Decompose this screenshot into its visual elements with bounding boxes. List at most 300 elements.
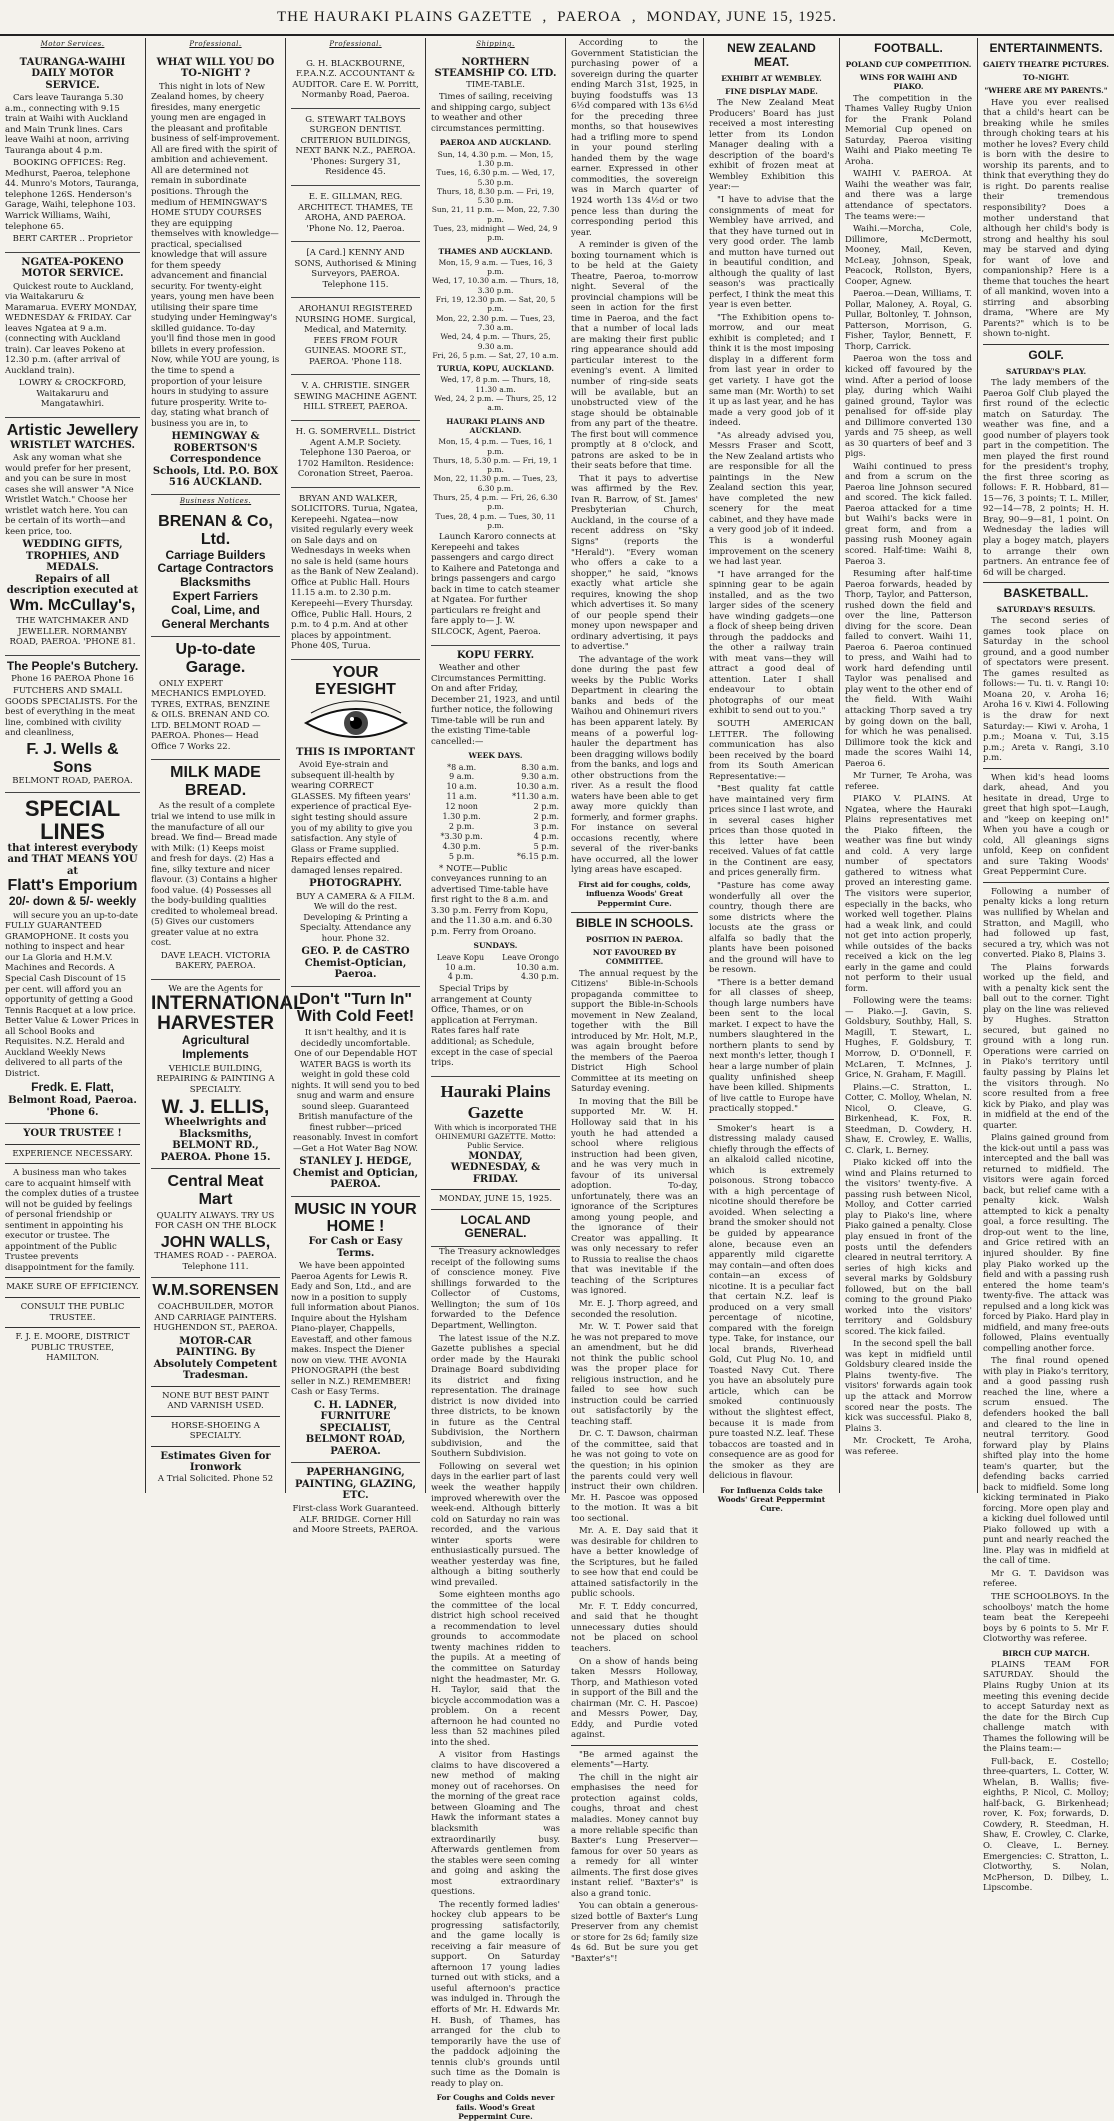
news-paragraph: "The Exhibition opens to-morrow, and our meat exhibit is completed; and I think it is the most imposing display in a different form from last year in order to get variety. I have got the same man (Mr. Worth) to set it up as last year, and he has made a very good job of it indeed. — [709, 312, 834, 429]
business-card — [291, 298, 420, 375]
business-card — [291, 186, 420, 242]
ad-address: BELMONT RD., PAEROA. Phone 15. — [160, 1140, 271, 1163]
article-title: GOLF. — [1028, 347, 1064, 362]
ferry-time: 1.30 p.m. — [442, 812, 481, 822]
ad-body: COACHBUILDER, MOTOR AND CARRIAGE PAINTERS. HUGHENDON ST., PAEROA. — [153, 1301, 278, 1334]
ad-title: BRENAN & Co, Ltd. — [158, 513, 273, 548]
film-title: "WHERE ARE MY PARENTS." — [984, 86, 1108, 96]
ad-title: MUSIC IN YOUR HOME ! — [294, 1200, 417, 1236]
ferry-timetable — [431, 953, 560, 983]
news-paragraph: The chill in the night air emphasises the need for protection against colds, coughs, throat and chest maladies. Money cannot buy a more reliable specific than Baxter's Lung Preserver—famous for over 50 years as a remedy for all winter ailments. The first dose gives instant relief. "Baxter's" is also a grand tonic. — [571, 1772, 698, 1899]
article-subtitle: FINE DISPLAY MADE. — [725, 86, 818, 96]
news-paragraph: WAIHI V. PAEROA. At Waihi the weather was fair, and there was a large attendance of spectators. The teams were:— — [845, 169, 972, 222]
ferry-time: 4 p.m. — [447, 972, 474, 982]
article-subtitle: POSITION IN PAEROA. — [586, 934, 683, 944]
ferry-time: 4.30 p.m. — [442, 841, 481, 851]
article-subtitle: TO-NIGHT. — [1022, 73, 1070, 83]
news-paragraph: Mr. W. T. Power said that he was not prepared to move an amendment, but he did not think the public school was the proper place for religious instruction, and he failed to see how such instruction could be carried out satisfactorily by the teaching staff. — [571, 1322, 698, 1427]
ad-body: QUALITY ALWAYS. TRY US FOR CASH ON THE BLOCK — [154, 1210, 277, 1232]
column-5 — [565, 38, 703, 1964]
card-text: H. G. SOMERVELL. District Agent A.M.P. Society. Telephone 130 Paeroa, or 1702 Hamilton. Residence: Coronation Street, Paeroa. — [295, 427, 416, 480]
ad-body: As the result of a complete trial we intend to use milk in the manufacture of all our bread. We find— Bread made with Milk: (1) Keeps moist and fresh for days. (2) Has a fine, silky texture and nicer flavour. (3) Contains a higher food value. (4) Possesses all the body-building qualities credited to wholemeal bread. (5) Gives our customers greater value at no extra cost. — [151, 801, 278, 949]
route-row: Sun, 21, 11 p.m. — Mon, 22, 7.30 p.m. — [431, 205, 560, 224]
ad-terms: 20/- down & 5/- weekly — [8, 894, 137, 908]
ferry-time: 2 p.m. — [533, 812, 559, 822]
ad-title: YOUR EYESIGHT — [315, 663, 396, 699]
ferry-time: 5 p.m. — [448, 851, 475, 861]
divider — [5, 1163, 140, 1164]
card-text: [A Card.] KENNY AND SONS, Authorised & Mining Surveyors, PAEROA. Telephone 115. — [294, 248, 417, 290]
ad-name: F. J. Wells & Sons — [26, 741, 119, 776]
news-paragraph: Following were the teams:— Piako.—J. Gavin, S. Goldsbury, Southby, Hall, S. Magill, T. Stewart, L. Hughes, F. Goldsbury, T. Morrow, D. O'Donnell, F. McLaren, T. McInnes, J. Grice, N. Graham, F. Magill. — [845, 996, 972, 1081]
nameplate-title: Hauraki Plains Gazette — [440, 1081, 551, 1122]
ferry-time: Leave Kopu — [436, 952, 485, 962]
section-label: Shipping. — [476, 40, 515, 48]
ad-line: MAKE SURE OF EFFICIENCY. — [6, 1282, 139, 1293]
column-2 — [145, 38, 305, 1493]
ferry-time: 10.30 a.m. — [516, 782, 559, 792]
issue-date-line: MONDAY, JUNE 15, 1925. — [438, 1194, 553, 1205]
route-row: Wed, 17, 8 p.m. — Thurs, 18, 11.30 a.m. — [440, 375, 551, 394]
ad-signature: C. H. LADNER, FURNITURE SPECIALIST, BELMONT ROAD, PAEROA. — [305, 1399, 406, 1457]
article-title: FOOTBALL. — [874, 41, 943, 55]
ad-title: PAPERHANGING, PAINTING, GLAZING, ETC. — [295, 1467, 416, 1502]
route-row: Mon, 22, 2.30 p.m. — Tues, 23, 7.30 a.m. — [436, 313, 555, 332]
eye-icon — [301, 703, 411, 743]
ferry-row — [431, 812, 560, 822]
news-paragraph: SOUTH AMERICAN LETTER. The following communication has also been received by the board from its South American Representative:— — [709, 719, 834, 782]
ad-line: Repairs of all description executed at — [6, 573, 139, 597]
ad-pre: We are the Agents for — [168, 983, 263, 994]
news-paragraph: The final round opened with play in Piako's territory, and a good passing rush reached the line, where a scrum ensued. The defenders hooked the ball and cleared to the line in neutral territory. Good forward play by Plains shifted play into the home team's quarter, but the defending backs carried back to midfield. Some long kicking terminated in Piako forcing. More open play and a kicking duel followed until Piako followed up with a punt and nearly reached the line. Play was in midfield at the call of time. — [983, 1356, 1109, 1567]
ad-subtitle: that interest everybody and THAT MEANS YOU at — [7, 842, 138, 877]
news-paragraph: In moving that the Bill be supported Mr. W. H. Holloway said that in his youth he had attended a school where religious instruction had been given, and he was very much in favour of its universal adoption. To-day, unfortunately, there was an ignorance of the Scriptures among young people, and the ignorance of their Creator was appalling. It was only necessary to refer to Russia to realise the chaos that was inevitable if the teaching of the Scriptures was ignored. — [571, 1096, 698, 1297]
ferry-time: 11 a.m. — [446, 792, 477, 802]
news-paragraph: "I have arranged for the spinning gear to be again installed, and as the two larger sides of the scenery have winding gadgets—one a flock of sheep being driven through the paddocks and the other a railway train with meat vans—they will attract a good deal of attention. Later I shall endeavour to obtain photographs of our meat exhibit to send out to you." — [709, 569, 834, 717]
ad-title: WHAT WILL YOU DO TO-NIGHT ? — [156, 56, 275, 80]
news-paragraph: Waihi.—Morcha, Cole, Dillimore, McDermott, Mooney, Mail, Keven, McLeay, Johnson, Speak, Peacock, Rollston, Byers, Cooper, Agnew. — [845, 224, 972, 287]
news-paragraph: The advantage of the work done during the past few weeks by the Public Works Department in clearing the banks and beds of the Waihou and Ohinemuri rivers has been apparent lately. By means of a powerful log-hauler the department has been dragging willows bodily from the banks, and logs and other obstructions from the river. As a result the flood waters have been able to get away more quickly than formerly, and former graphs. For instance on several occasions recently, where several of the river-banks have occurred, all the lower lying areas have escaped. — [571, 654, 698, 876]
ad-line: A Trial Solicited. Phone 52 — [157, 1473, 274, 1484]
ad-subtitle: EXPERIENCE NECESSARY. — [12, 1148, 133, 1159]
divider — [571, 912, 698, 913]
business-card — [291, 109, 420, 186]
ad-body: It isn't healthy, and it is decidedly uncomfortable. One of our Dependable HOT WATER BAGS is worth its weight in gold these cold nights. It will send you to bed snug and warm and ensure sound sleep. Guaranteed British manufacture of the finest rubber—priced reasonably. Invest in comfort—Get a Hot Water Bag NOW. — [291, 1028, 420, 1154]
article-title: ENTERTAINMENTS. — [989, 41, 1103, 55]
ad-title: Central Meat Mart — [167, 1173, 264, 1209]
section-label: Motor Services. — [40, 40, 105, 48]
entertainment-article — [983, 86, 1109, 1893]
ad-subtitle: Agricultural Implements — [181, 1033, 250, 1062]
business-card — [291, 375, 420, 421]
ship-note: Launch Karoro connects at Kerepeehi and takes passengers and cargo direct to Kaihere and Patetonga and brings passengers and cargo back in time to catch steamer at Ngatea. For further particulars re freight and fare apply to— J. W. SILCOCK, Agent, Paeroa. — [431, 532, 560, 637]
ferry-time: 4.30 p.m. — [520, 972, 559, 982]
route-row: Wed, 17, 10.30 a.m. — Thurs, 18, 3.30 p.m. — [432, 276, 559, 295]
ferry-time: 3 p.m. — [533, 822, 559, 831]
column-6 — [703, 38, 839, 1514]
ad-body: A business man who takes care to acquaint himself with the complex duties of a trustee will not be guided by feelings of personal friendship or sentiment in appointing his executor or trustee. The appointment of the Public Trustee prevents disappointment for the family. — [5, 1168, 139, 1273]
ferry-row — [431, 852, 560, 862]
section-label: Professional. — [329, 40, 382, 48]
news-paragraph: The New Zealand Meat Producers' Board has just received a most interesting letter from its London Manager dealing with a description of the board's exhibit of frozen meat at Wembley Exhibition this year:— — [709, 98, 834, 193]
ad-body: BUY A CAMERA & A FILM. We will do the rest. Developing & Printing a Specialty. Attendance any hour. Phone 32. — [296, 891, 415, 944]
ad-proprietor: LOWRY & CROCKFORD, Waitakaruru and Mangatawhiri. — [18, 378, 127, 410]
ad-line: Blacksmiths — [180, 575, 251, 590]
paperhanging-ad — [291, 1463, 420, 1542]
local-news — [431, 1247, 560, 2121]
ferry-time: 2 p.m. — [448, 822, 475, 831]
ad-address: Belmont Road, Paeroa. 'Phone 6. — [8, 1095, 137, 1118]
card-text: AROHANUI REGISTERED NURSING HOME. Surgical, Medical, and Maternity. FEES FROM FOUR GUINEAS. MOORE ST., PAEROA. 'Phone 118. — [295, 304, 416, 367]
news-paragraph: According to the Government Statistician the purchasing power of a sovereign during the quarter ending March 31st, 1925, in buying foodstuffs was 13 6½d compared with 13s 6½d for the preceding three months, so that housewives had a trifling more to spend in your pound sterling handed them by the wage earner. Expressed in other commodities, the sovereign was in March quarter of 1924 worth 13s 4½d or two pence less than during the corresponding period this year. — [571, 38, 698, 238]
ferry-time: 4 p.m. — [533, 831, 559, 841]
divider — [431, 1209, 560, 1210]
jewellery-ad — [5, 418, 140, 656]
ferry-time: 5 p.m. — [533, 841, 559, 851]
ad-name: Flatt's Emporium — [7, 877, 138, 895]
ad-body: This night in lots of New Zealand homes, by cheery firesides, many energetic young men are engaged in the pleasant and profitable business of self-improvement. All are fired with the spirit of ambition and achievement. All are determined not remain in subordinate positions. Through the medium of HEMINGWAY'S HOME STUDY COURSES they are equipping themselves with knowledge—practical, specialised knowledge that will assure for them speedy advancement and financial security. For twenty-eight years, young men have been utilising their spare time studying under Hemingway's skilled guidance. To-day you'll find those men in good billets in every profession. Now, while YOU are young, is the time to spend a proportion of your leisure hours in studying to assure future prosperity. Write to-day, stating what branch of business you are in, to — [151, 81, 280, 429]
news-paragraph: Some eighteen months ago the committee of the local district high school received a recommendation to level grounds to accommodate twenty machines ridden to the pupils. At a meeting of the committee on Saturday night the headmaster, Mr. G. H. Taylor, said that the bicycle accommodation was a problem. On a recent afternoon he had counted no less than 52 machines piled into the shed. — [431, 1590, 560, 1748]
article-subtitle: SATURDAY'S PLAY. — [1005, 366, 1087, 376]
route-row: Tues, 28, 4 p.m. — Tues, 30, 11 p.m. — [435, 511, 556, 530]
ad-line: CONSULT THE PUBLIC TRUSTEE. — [20, 1301, 125, 1323]
publication-days: MONDAY, WEDNESDAY, & FRIDAY. — [450, 1150, 541, 1185]
news-paragraph: PIAKO V. PLAINS. At Ngatea, where the Hauraki Plains representatives met the Piako fifteen, the weather was fine but windy and cold. A very large number of spectators gathered to witness what proved an interesting game. The visitors were superior, especially in the backs, who worked well together. Plains had a weak link, and could not get into action properly, while outsides of the backs received a kick on the leg early in the game and could not perform to their usual form. — [845, 794, 972, 994]
ferry-timetable — [431, 763, 560, 862]
divider — [983, 768, 1109, 769]
ad-body: Quickest route to Auckland, via Waitakaruru & Maramarua. EVERY MONDAY, WEDNESDAY & FRIDAY. Car leaves Ngatea at 9 a.m. (connecting with Auckland train). Car leaves Pokeno at 12.30 p.m. (after arrival of Auckland train). — [5, 281, 137, 376]
news-paragraph: Mr G. T. Davidson was referee. — [983, 1568, 1109, 1590]
ferry-row — [431, 763, 560, 773]
news-paragraph: Have you ever realised that a child's heart can be breaking while he smiles through choking tears at his mother he loves? Every child is born with the desire to worship its parents, and to think that everything they do is right. Do parents realise their tremendous responsibility? Does a mother understand that although her child's body is strong and healthy his soul may be starved and dying for want of love and companionship? Here is a theme that touches the heart of all mankind, woven into a stirring and absorbing drama, "Where are My Parents?" which is to be shown to-night. — [983, 97, 1109, 340]
news-paragraph: In the second spell the ball was kept in midfield until Goldsbury cleared inside the Plains twenty-five. The visitors' forwards again took up the attack and Morrow scored near the posts. The kick was successful. Piako 8, Plains 3. — [845, 1339, 972, 1434]
ferry-time: 12 noon — [445, 802, 478, 812]
news-paragraph: "There is a better demand for all classes of sheep, though large numbers have been sent to the local market. I expect to have the numbers slaughtered in the northern plants to send by next month's letter, though I hear a large number of plain quality unfinished sheep have been killed. Shipments of live cattle to Europe have practically stopped." — [709, 977, 834, 1115]
meat-article — [709, 98, 834, 1513]
route-title: HAURAKI PLAINS AND AUCKLAND. — [446, 416, 545, 435]
separator: , — [631, 8, 637, 25]
ad-proprietor: Fredk. E. Flatt, — [31, 1080, 114, 1095]
news-paragraph: "Pasture has come away wonderfully all over the country, though there are some districts where the locusts ate the grass or alfalfa so badly that the plants have been poisoned and the ground will have to be resown. — [709, 880, 834, 976]
ad-signature: F. J. E. MOORE, DISTRICT PUBLIC TRUSTEE, HAMILTON. — [15, 1332, 130, 1364]
news-paragraph: Paeroa won the toss and kicked off favoured by the wind. After a period of loose play, during which Waihi gained ground, Taylor was penalised for off-side play and Dillimore converted 130 yards and 75 sheep, as well as 30 quarters of beef and 3 pigs. — [845, 354, 972, 460]
route-title: TURUA, KOPU, AUCKLAND. — [437, 364, 554, 374]
news-paragraph: "Best quality fat cattle have maintained very firm prices since I last wrote, and in several cases higher prices than those quoted in this letter have been received. Values of fat cattle in the Continent are easy, and prices generally firm. — [709, 784, 834, 879]
column-4 — [425, 38, 565, 2121]
news-paragraph: The second series of games took place on Saturday in the school ground, and a good number of spectators were present. The games resulted as follows:— Tu. ti. v. Rangi 10: Moana 20, v. Aroha 16; Aroha 16 v. Kiwi 4. Following is the draw for next Saturday:— Kiwi v. Aroha, 1 p.m.; Moana v. Tui, 3.15 p.m.; Areta v. Rangi, 3.10 p.m. — [983, 616, 1109, 764]
hot-water-bag-ad — [291, 987, 420, 1197]
ferry-note: * NOTE—Public conveyances running to an advertised Time-table have first right to the 8 a.m. and 3.30 p.m. Ferry from Kopu, and the 11.30 a.m. and 6.30 p.m. Ferry from Oroano. — [431, 863, 553, 937]
news-paragraph: You can obtain a generous-sized bottle of Baxter's Lung Preserver from any chemist or store for 2s 6d; family size 4s 6d. But be sure you get "Baxter's"! — [571, 1901, 698, 1964]
ship-company: NORTHERN STEAMSHIP CO. LTD. — [434, 56, 557, 80]
ad-title: Up-to-date Garage. — [175, 641, 256, 676]
music-ad — [291, 1197, 420, 1464]
ferry-row — [431, 782, 560, 792]
ad-name: Wm. McCullay's, — [9, 596, 136, 614]
ad-body: We have been appointed Paeroa Agents for Lewis R. Eady and Son, Ltd., and are now in a position to supply full information about Pianos. Inquire about the Hylsham Piano-player, Chappells, Eavestaff, and other famous makes. Inspect the Diener now on view. THE AVONIA PHONOGRAPH (the best seller in N.Z.) REMEMBER! Cash or Easy Terms. — [291, 1261, 420, 1398]
route-row: Mon, 15, 4 p.m. — Tues, 16, 1 p.m. — [438, 437, 553, 456]
news-paragraph: On a show of hands being taken Messrs Holloway, Thorp, and Mathieson voted in support of the Bill and the chairman (Mr. C. H. Pascoe) and Messrs Power, Day, Eddy, and Purdie voted against. — [571, 1656, 698, 1741]
route-row: Thurs, 18, 8.30 p.m. — Fri, 19, 5.30 p.m. — [436, 186, 555, 206]
column-7 — [839, 38, 977, 1493]
ad-body: will secure you an up-to-date FULLY GUARANTEED GRAMOPHONE. It costs you nothing to inspect and hear our La Gloria and H.M.V. Machines and Records. A Special Cash Discount of 15 per cent. will afford you an opportunity of getting a Good Tennis Racquet at a low price. Better Value & Lower Prices in all School Books and Requisites. N.Z. Herald and Auckland Weekly News delivered to all parts of the District. — [5, 910, 139, 1079]
ad-subtitle: MOTOR-CAR PAINTING. By Absolutely Competent Tradesman. — [153, 1335, 278, 1382]
ferry-row — [431, 792, 560, 802]
meat-mart-ad — [151, 1169, 280, 1278]
ferry-time: *8 a.m. — [447, 762, 477, 772]
ferry-time: *11.30 a.m. — [512, 792, 559, 802]
bread-ad — [151, 760, 280, 980]
divider — [151, 1446, 280, 1447]
filler-ad: When kid's head looms dark, ahead, And you hesitate in dread, Urge to greet that high spot—Laugh, and "keep on keeping on!" When you have a cough or cold, All gleanings signs unfold, Keep on confident and sure Taking Woods' Great Peppermint Cure. — [983, 772, 1109, 878]
news-paragraph: Piako kicked off into the wind and Plains returned to the visitors' twenty-five. A passing rush between Nicol, Molloy, and Cotter carried play to Piako's line, where Piako gained a penalty. Close play ensued in front of the posts until the defenders cleared in neutral territory. A series of high kicks and several marks by Goldsbury followed, but on the ball coming to the ground Piako worked into the visitors' territory and Goldsbury scored. The kick failed. — [845, 1158, 972, 1337]
ad-body: VEHICLE BUILDING, REPAIRING & PAINTING A SPECIALTY. — [156, 1063, 275, 1095]
ad-subtitle: For Cash or Easy Terms. — [308, 1236, 403, 1259]
ferry-row — [431, 802, 560, 812]
home-study-ad — [151, 53, 280, 495]
ad-line: Estimates Given for Ironwork — [160, 1450, 271, 1474]
issue-date: MONDAY, JUNE 15, 1925. — [646, 8, 838, 25]
news-paragraph: A visitor from Hastings claims to have discovered a new method of making money out of racehorses. On the morning of the great race between Gloaming and The Hawk the informant states a blacksmith was extraordinarily busy. Afterwards gentlemen from the stables were seen coming and going and asking the most extraordinary questions. — [431, 1750, 560, 1898]
ad-line: Expert Farriers — [172, 588, 259, 603]
ad-line: PHOTOGRAPHY. — [309, 878, 402, 890]
route-row: Tues, 16, 6.30 p.m. — Wed, 17, 5.30 p.m. — [436, 168, 555, 187]
news-paragraph: PLAINS TEAM FOR SATURDAY. Should the Plains Rugby Union at its meeting this evening decide to accept Saturday next as the date for the Birch Cup challenge match with Thames the following will be the Plains team:— — [983, 1659, 1109, 1755]
column-3 — [285, 38, 425, 1536]
route-row: Fri, 26, 5 p.m. — Sat, 27, 10 a.m. — [432, 350, 559, 360]
ad-body: ONLY EXPERT MECHANICS EMPLOYED. TYRES, EXTRAS, BENZINE & OILS. BRENAN AND CO. LTD. BELMONT ROAD — PAEROA. Phones— Head Office 7 Works 22. — [151, 678, 270, 752]
ferry-row — [431, 822, 560, 832]
ad-line: HORSE-SHOEING A SPECIALTY. — [171, 1420, 260, 1442]
news-paragraph: "As already advised you, Messrs Fraser and Scott, the New Zealand artists who are responsible for all the paintings in the New Zealand section this year, have completed the new scenery for the meat cabinet, and they have made a very good job of it indeed. This is a wonderful improvement on the scenery we had last year. — [709, 430, 834, 568]
news-paragraph: The competition in the Thames Valley Rugby Union for the Frank Poland Memorial Cup opened on Saturday, Paeroa visiting Waihi and Piako meeting Te Aroha. — [845, 93, 972, 167]
divider — [151, 1386, 280, 1387]
ad-address: THAMES ROAD - - PAEROA. Telephone 111. — [154, 1251, 277, 1272]
news-paragraph: That it pays to advertise was affirmed by the Rev. Ivan R. Barrow, of St. James' Presbyterian Church, Auckland, in the course of a recent address on "Sky Signs" (reports the "Herald"). "Every woman who offers a cake to a shopper," he said, "knows exactly what article she requires, knowing the shop which advertises it. So many of our people spend their money upon newspaper and ordinary advertising, it pays to advertise." — [571, 473, 698, 653]
ferry-note: Special Trips by arrangement at County Office, Thames, or on application at Ferryman. Rates fares half rate additional; as Schedule, except in the case of special trips. — [431, 984, 553, 1069]
news-paragraph: The latest issue of the N.Z. Gazette publishes a special order made by the Hauraki Drainage Board subdividing its district and fixing representation. The drainage district is now divided into three districts, to be known in future as the Central Subdivision, the Northern subdivision, and the Southern Subdivision. — [431, 1333, 560, 1460]
ad-signature: GEO. P. de CASTRO Chemist-Optician, Paeroa. — [301, 946, 410, 981]
article-subtitle: EXHIBIT AT WEMBLEY. — [721, 73, 822, 83]
divider — [5, 1277, 140, 1278]
route-title: THAMES AND AUCKLAND. — [438, 246, 553, 256]
article-subtitle: GAIETY THEATRE PICTURES. — [983, 59, 1109, 69]
article-subtitle: WINS FOR WAIHI AND PIAKO. — [859, 73, 958, 92]
card-text: V. A. CHRISTIE. SINGER SEWING MACHINE AGENT. HILL STREET, PAEROA. — [293, 381, 418, 413]
news-paragraph: Full-back, E. Costello; three-quarters, L. Cotter, W. Whelan, B. Wallis; five-eighths, P. Nicol, C. Molloy; half-back, G. Birkenhead; rover, K. Fox; forwards, D. Cowdery, R. Steedman, H. Shaw, E. Crowley, C. Clarke, O. Cleave, L. Berney. Emergencies: C. Stratton, L. Clotworthy, S. Nolan, McPherson, D. Dilbey, L. Lipscombe. — [983, 1756, 1109, 1894]
route-row: Tues, 23, midnight — Wed, 24, 9 p.m. — [433, 224, 558, 243]
ad-title: W.M.SORENSEN — [152, 1282, 279, 1300]
ad-title: NGATEA-POKENO MOTOR SERVICE. — [21, 256, 124, 280]
ferry-title: KOPU FERRY. — [456, 649, 535, 661]
article-subtitle: SATURDAY'S RESULTS. — [996, 604, 1096, 614]
divider — [5, 1297, 140, 1298]
shipping-timetable — [431, 53, 560, 646]
divider — [5, 1327, 140, 1328]
article-subtitle: POLAND CUP COMPETITION. — [845, 59, 972, 69]
ferry-time: 2 p.m. — [533, 802, 559, 812]
article-title: BASKETBALL. — [1003, 586, 1089, 601]
trustee-ad — [5, 1124, 140, 1369]
butchery-ad — [5, 656, 140, 793]
news-paragraph: Mr. Crockett, Te Aroha, was referee. — [845, 1436, 972, 1457]
section-label: Business Notices. — [179, 496, 252, 505]
business-card — [291, 53, 420, 109]
card-text: G. STEWART TALBOYS SURGEON DENTIST. CRITERION BUILDINGS, NEXT BANK N.Z., PAEROA. 'Phones: Surgery 31, Residence 45. — [295, 114, 416, 178]
news-paragraph: The Plains forwards worked up the field, and with a penalty kick sent the ball out to the corner. Tight play on the line was relieved by Hughes. Stratton secured, but gained no ground with a long run. Operations were carried on in Piako's territory until faulty passing by Plains let the visitors through. No score resulted from a free kick by Piako, and play was in midfield at the end of the quarter. — [983, 962, 1109, 1131]
news-continued — [571, 38, 698, 1964]
ferry-time: 10.30 a.m. — [516, 962, 559, 972]
divider — [709, 1119, 834, 1120]
news-paragraph: The lady members of the Paeroa Golf Club played the first round of the eclectic match on Saturday. The weather was fine, and a good number of players took part in the competition. The men played the first round for the president's trophy, the first three scoring as follows: F. R. Hobbard, 81—15—76, 3 points; T. L. Miller, 92—14—78, 2 points; H. H. Bray, 90—9—81, 1 point. On Wednesday the ladies will play a bogey match, players to arrange their own partners. An entrance fee of 6d will be charged. — [983, 378, 1109, 578]
motor-service-ad — [5, 253, 140, 418]
news-paragraph: Paeroa.—Dean, Williams, T. Pollar, Maloney, A. Royal, G. Pullar, Boltonley, T. Johnson, Patterson, Morrison, G. Fisher, Taylor, Bennett, F. Thorp, Carrick. — [845, 289, 972, 352]
news-paragraph: "I have to advise that the consignments of meat for Wembley have arrived, and that they have turned out in very good order. The lamb and mutton have turned out in beautiful condition, and although the quality of last season's was practically perfect, I think the meat this year is even better. — [709, 194, 834, 311]
column-8 — [977, 38, 1114, 1894]
divider — [983, 582, 1109, 583]
ad-proprietor: BERT CARTER .. Proprietor — [12, 234, 133, 245]
news-paragraph: A reminder is given of the boxing tournament which is to be held at the Gaiety Theatre, Paeroa, to-morrow night. Several of the provincial champions will be seen in action for the first time in Paeroa, and the fact that a number of local lads are making their first public ring appearance should add particular interest to the evening's event. A limited number of ring-side seats will be available, but an unobstructed view of the stage should be obtainable from any part of the theatre. The first bout will commence promptly at 8 o'clock, and patrons are asked to be in their seats before that time. — [571, 240, 698, 472]
nameplate-subtitle: With which is incorporated THE OHINEMURI GAZETTE. Motto: Public Service. — [434, 1122, 557, 1151]
route-row: Wed, 24, 2 p.m. — Thurs, 25, 12 a.m. — [434, 394, 557, 413]
route-row: Fri, 19, 12.30 p.m. — Sat, 20, 5 p.m. — [435, 295, 556, 314]
card-text: G. H. BLACKBOURNE, F.P.A.N.Z. ACCOUNTANT & AUDITOR. Care E. W. Porritt, Normanby Road, Paeroa. — [292, 58, 419, 101]
ferry-row — [431, 832, 560, 842]
ferry-time: *6.15 p.m. — [516, 851, 559, 861]
ferry-row — [431, 953, 560, 963]
ad-line: Carriage Builders — [165, 547, 266, 562]
ad-title: TAURANGA-WAIHI DAILY MOTOR SERVICE. — [19, 56, 126, 91]
news-paragraph: "Be armed against the elements"—Harty. — [571, 1749, 698, 1771]
ad-body: First-class Work Guaranteed. ALF. BRIDGE. Corner Hill and Moore Streets, PAEROA. — [292, 1503, 419, 1536]
divider — [431, 1189, 560, 1190]
business-card — [291, 421, 420, 488]
ad-title: YOUR TRUSTEE ! — [23, 1128, 122, 1140]
ship-subtitle: TIME-TABLE. — [466, 79, 525, 90]
ad-title: Artistic Jewellery — [6, 421, 139, 439]
ad-title: MILK MADE BREAD. — [170, 764, 261, 799]
ferry-days: WEEK DAYS. — [468, 751, 523, 761]
ferry-time: 10 a.m. — [445, 962, 476, 972]
ferry-time: Leave Orongo — [502, 952, 559, 962]
news-paragraph: Following on several wet days in the earlier part of last week the weather happily improved wherewith over the week-end. Although bitterly cold on Saturday no rain was recorded, and the various winter sports were enthusiastically pursued. The weather yesterday was fine, although a biting southerly wind prevailed. — [431, 1461, 560, 1588]
ferry-time: 9.30 a.m. — [521, 772, 559, 782]
separator: , — [542, 8, 548, 25]
harvester-ad — [151, 980, 305, 1170]
ad-line: NONE BUT BEST PAINT AND VARNISH USED. — [162, 1390, 269, 1412]
ferry-row — [431, 842, 560, 852]
divider — [983, 344, 1109, 345]
ad-phone: Phone 16 PAEROA Phone 16 — [11, 673, 134, 684]
ad-line: WEDDING GIFTS, TROPHIES, AND MEDALS. — [22, 539, 123, 574]
ferry-time: 8.30 a.m. — [521, 762, 559, 772]
card-text: E. E. GILLMAN, REG. ARCHITECT. THAMES, TE AROHA, AND PAEROA. 'Phone No. 12, Paeroa. — [298, 191, 413, 234]
ad-line: Cartage Contractors — [157, 561, 274, 576]
paper-name: THE HAURAKI PLAINS GAZETTE — [276, 8, 533, 25]
filler-ad: First aid for coughs, colds, influenza Woods' Great Peppermint Cure. — [578, 879, 691, 908]
ad-trade: Wheelwrights and Blacksmiths, — [164, 1117, 267, 1140]
kopu-ferry — [431, 646, 560, 1077]
route-row: Mon, 15, 9 a.m. — Tues, 16, 3 p.m. — [438, 257, 553, 277]
route-row: Wed, 24, 4 p.m. — Thurs, 25, 9.30 a.m. — [440, 332, 551, 351]
divider — [5, 1144, 140, 1145]
ad-line: Coal, Lime, and — [171, 602, 260, 617]
ad-body: FUTCHERS AND SMALL GOODS SPECIALISTS. For the best of everything in the meat line, combined with civility and cleanliness, — [5, 686, 138, 739]
ad-line: General Merchants — [161, 616, 270, 631]
ferry-row — [431, 963, 560, 973]
eyesight-ad — [291, 660, 420, 987]
masthead — [0, 0, 1114, 36]
news-paragraph: Mr. E. J. Thorp agreed, and seconded the resolution. — [571, 1299, 698, 1320]
brenan-ad — [151, 509, 280, 637]
route-row: Thurs, 18, 5.30 p.m. — Fri, 19, 1 p.m. — [433, 455, 558, 475]
news-paragraph: Resuming after half-time Paeroa forwards, headed by Thorp, Taylor, and Patterson, rushed down the field and over the line, Patterson diving for the score. Dean failed to convert. Waihi 11, Paeroa 6. Paeroa continued to press, and Waihi had to work hard defending until Taylor was penalised and play went to the other end of the field. With Waihi attacking Thorp saved a try by going down on the ball, for which he was penalised. Dillimore took the kick and made the scores Waihi 14, Paeroa 6. — [845, 569, 972, 769]
article-title: NEW ZEALAND MEAT. — [727, 41, 816, 69]
ad-signature: HEMINGWAY & ROBERTSON'S Correspondence Schools, Ltd. P.O. BOX 516 AUCKLAND. — [152, 431, 279, 489]
newspaper-nameplate — [431, 1077, 560, 1248]
ad-title: Don't "Turn In" With Cold Feet! — [296, 990, 415, 1026]
news-paragraph: The Treasury acknowledges receipt of the following sums of conscience money. Five shillings forwarded to the Collector of Customs, Wellington; the sum of 10s forwarded to the Defence Department, Wellington. — [431, 1247, 560, 1331]
article-title: BIBLE IN SCHOOLS. — [575, 915, 694, 930]
ferry-note: Weather and other Circumstances Permitting. On and after Friday, December 21, 1923, and until further notice, the following Time-table will be run and the existing Time-table cancelled:— — [431, 663, 560, 747]
card-text: BRYAN AND WALKER, SOLICITORS. Turua, Ngatea, Kerepeehi. Ngatea—now visited regularly every week on Sale days and on Wednesdays in weeks when no sale is held (same hours as the Bank of New Zealand). Office at Public Hall. Hours 11.15 a.m. to 2.30 p.m. Kerepeehi—Every Thursday. Office, Public Hall. Hours, 2 p.m. to 4 p.m. And at other places by appointment. Phone 40S, Turua. — [291, 493, 419, 652]
news-paragraph: Plains gained ground from the kick-out until a pass was intercepted and the ball was returned to midfield. The visitors were again forced back, but relief came with a penalty kick. Walsh attempted to kick a penalty goal, a force resulting. The drop-out went to the line, and Grice retired with an injured shoulder. By fine play Piako worked up the field and with a passing rush entered the home team's twenty-five. The attack was repulsed and a long kick was forced by Piako. Hard play in midfield, and many free-outs followed, Plains eventually compelling another force. — [983, 1133, 1109, 1354]
news-paragraph: Mr Turner, Te Aroha, was referee. — [845, 771, 972, 792]
motor-service-ad — [5, 53, 140, 253]
business-card — [291, 242, 420, 298]
ad-body: Cars leave Tauranga 5.30 a.m., connecting with 9.15 train at Waihi with Auckland and Main Trunk lines. Cars leave Waihi at noon, arriving Tauranga about 4 p.m. — [5, 93, 130, 156]
ferry-time: 9 a.m. — [449, 772, 475, 782]
route-row: Sun, 14, 4.30 p.m. — Mon, 15, 1.30 p.m. — [437, 149, 554, 168]
ferry-time: 10 a.m. — [446, 782, 477, 792]
ad-signature: STANLEY J. HEDGE, Chemist and Optician, PAEROA. — [292, 1156, 419, 1191]
ad-title: The People's Butchery. — [6, 659, 139, 674]
route-row: Thurs, 25, 4 p.m. — Fri, 26, 6.30 p.m. — [433, 493, 558, 512]
news-paragraph: Mr. F. T. Eddy concurred, and said that he thought unnecessary duties should not be placed on school teachers. — [571, 1601, 698, 1655]
article-subtitle: BIRCH CUP MATCH. — [1002, 1648, 1090, 1658]
ad-address: THE WATCHMAKER AND JEWELLER. NORMANBY ROAD, PAEROA. 'PHONE 81. — [9, 616, 136, 648]
divider — [983, 882, 1109, 883]
section-label: Professional. — [189, 40, 242, 48]
ad-body: Ask any woman what she would prefer for her present, and you can be sure in most cases she will answer "A Nice Wristlet Watch." Choose her wristlet watch here. You can be certain of its worth—and keen price, too. — [5, 453, 134, 537]
ferry-time: *3.30 p.m. — [440, 831, 483, 841]
ad-body: Avoid Eye-strain and subsequent ill-health by wearing CORRECT GLASSES. My fifteen years' experience of practical Eye-sight testing should assure you of my ability to give you satisfaction. Any style of Glass or Frame supplied. Repairs effected and damaged lenses repaired. — [291, 760, 413, 876]
ad-body: BOOKING OFFICES: Reg. Medhurst, Paeroa, telephone 44. Munro's Motors, Tauranga, telephone 126S. Henderson's Garage, Waihi, telephone 103. Warrick Williams, Waihi, telephone 65. — [5, 158, 140, 232]
divider — [151, 1416, 280, 1417]
ad-subtitle: WRISTLET WATCHES. — [9, 439, 136, 451]
news-paragraph: Mr. A. E. Day said that it was desirable for children to have a better knowledge of the Scriptures, but he failed to see how that end could be attained satisfactorily in the public schools. — [571, 1526, 698, 1600]
ferry-days: SUNDAYS. — [473, 941, 518, 951]
news-paragraph: Waihi continued to press and from a scrum on the Paeroa line Johnson secured and scored. The kick failed. Paeroa attacked for a time but Waihi's backs were in great form, and from a passing rush Mooney again scored. Half-time: Waihi 8, Paeroa 3. — [845, 461, 972, 567]
column-1 — [0, 38, 145, 1493]
news-paragraph: Plains.—C. Stratton, L. Cotter, C. Molloy, Whelan, N. Nicol, O. Cleave, G. Birkenhead, K. Fox, R. Steedman, D. Cowdery, H. Shaw, E. Crowley, E. Wallis, C. Clark, L. Berney. — [845, 1082, 972, 1156]
divider — [571, 1745, 698, 1746]
filler-ad: For Influenza Colds take Woods' Great Peppermint Cure. — [717, 1485, 826, 1514]
ad-subtitle: THIS IS IMPORTANT — [296, 746, 415, 758]
emporium-ad — [5, 793, 140, 1124]
route-row: Mon, 22, 11.30 p.m. — Tues, 23, 6.30 p.m. — [433, 474, 558, 493]
ferry-row — [431, 772, 560, 782]
town-name: PAEROA — [557, 8, 622, 25]
route-title: PAEROA AND AUCKLAND. — [439, 138, 552, 148]
ferry-row — [431, 972, 560, 982]
news-paragraph: Smoker's heart is a distressing malady caused chiefly through the effects of an alkaloid called nicotine, which is extremely poisonous. Strong tobacco with a high percentage of nicotine should therefore be avoided. When selecting a brand the smoker should not be guided by appearance alone, because even an apparently mild cigarette may contain—and often does contain—an excess of nicotine. It is a peculiar fact that certain N.Z. leaf is produced on a very small percentage of nicotine, compared with the foreign type. Take, for instance, our local brands, Riverhead Gold, Cut Plug No. 10, and Toasted Navy Cut. There you have an absolutely pure article, which can be smoked continuously without the slightest effect, because it is made from pure toasted N.Z. leaf. These tobaccos are toasted and in consequence are as good for the smoker as they are delicious in flavour. — [709, 1123, 834, 1482]
news-paragraph: Following a number of penalty kicks a long return was nullified by Whelan and Stratton, and Magill, who had followed up fast, secured a try, which was not converted. Piako 8, Plains 3. — [983, 886, 1109, 961]
ad-title: INTERNATIONAL HARVESTER — [151, 993, 305, 1035]
garage-ad — [151, 637, 280, 760]
section-title: LOCAL AND GENERAL. — [460, 1212, 531, 1241]
ad-address: BELMONT ROAD, PAEROA. — [12, 776, 133, 787]
